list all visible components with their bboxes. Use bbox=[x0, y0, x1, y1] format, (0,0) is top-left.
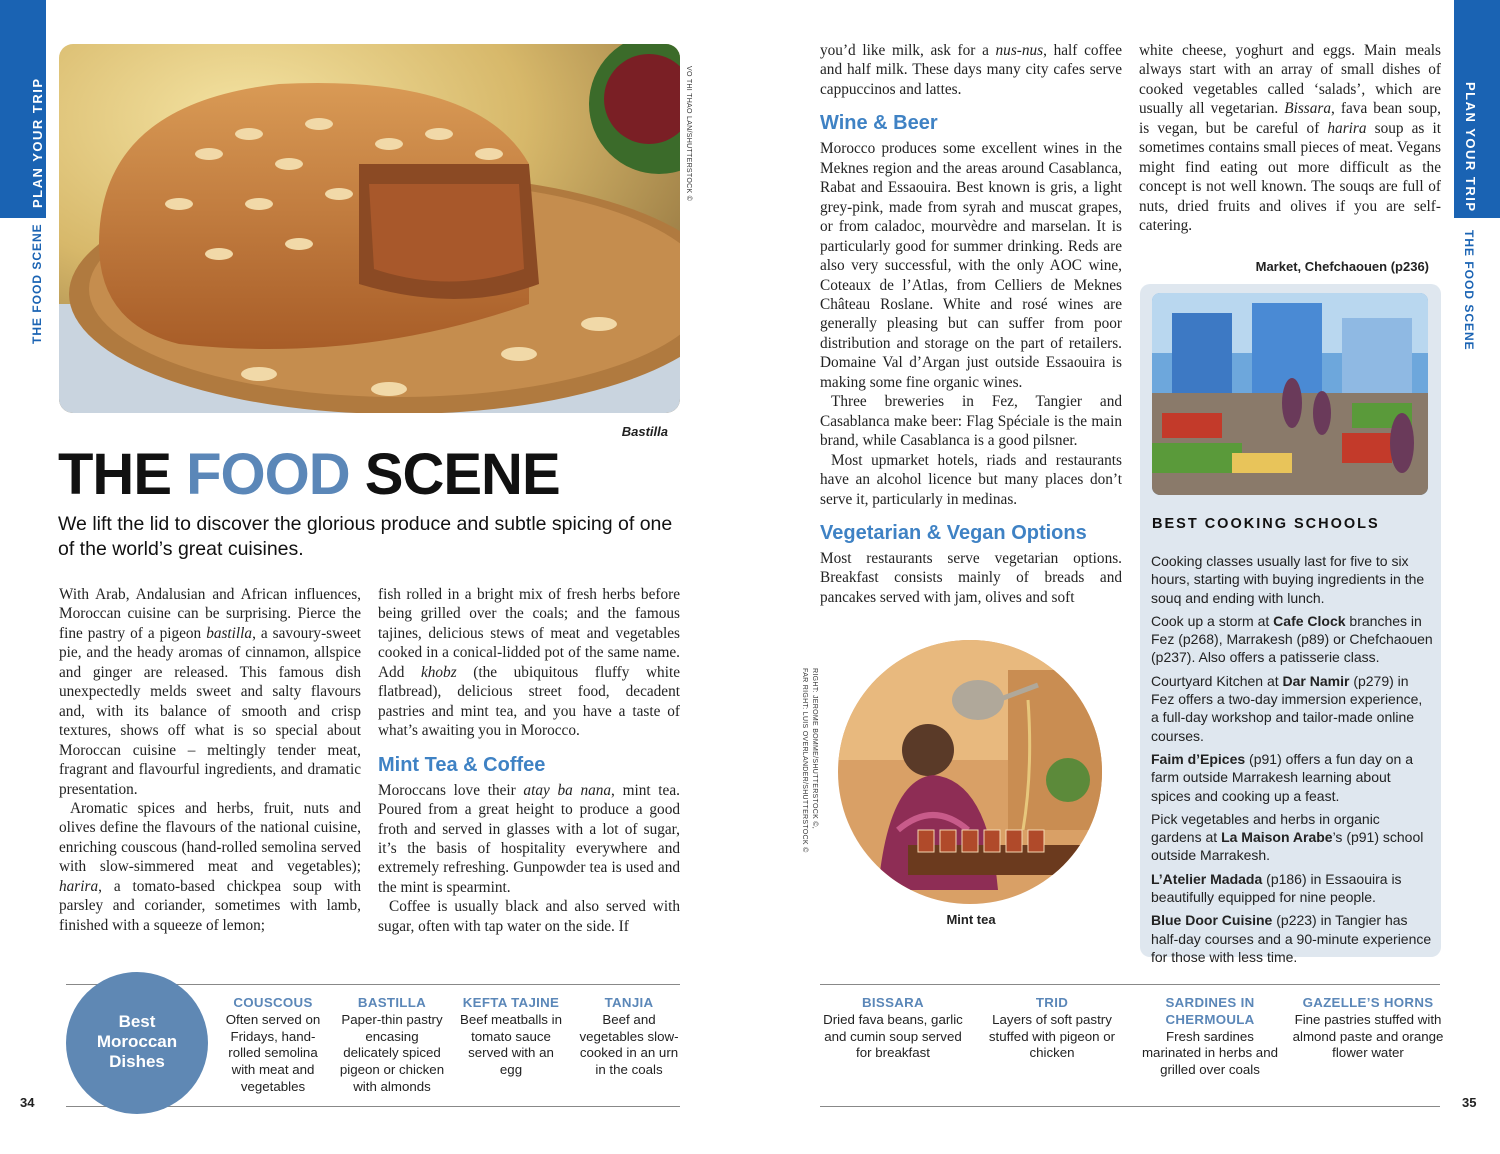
col4-p1-emphasis-2: harira bbox=[1327, 119, 1367, 137]
column-3 bbox=[820, 41, 1122, 607]
cooking-item-2-c: branches in Fez (p268), Marrakesh (p89) or Chefchaouen (p237). Also offers a patisserie class. bbox=[1151, 612, 1433, 666]
mint-tea-photo-credit-2: FAR RIGHT: LUIS OVERLANDER/SHUTTERSTOCK © bbox=[801, 668, 808, 853]
bastilla-illustration bbox=[59, 44, 680, 413]
cooking-item-3-name: Dar Namir bbox=[1282, 672, 1350, 689]
col4-paragraph-1 bbox=[1139, 41, 1441, 236]
cooking-schools-heading: BEST COOKING SCHOOLS bbox=[1152, 516, 1380, 532]
col2-p1-text-b: (the ubiquitous fluffy white flatbread), delicious street food, decadent pastries and mint tea, and you have a taste of what’s awaiting you in Morocco. bbox=[378, 663, 680, 740]
dish-description: Dried fava beans, garlic and cumin soup served for breakfast bbox=[823, 1011, 963, 1061]
col2-paragraph-2 bbox=[378, 781, 680, 898]
cooking-item-6-c: (p186) in Essaouira is beautifully equipped for nine people. bbox=[1151, 870, 1402, 906]
cooking-item-7-c: (p223) in Tangier has half-day courses and a 90-minute experience for those with less time. bbox=[1151, 912, 1432, 965]
heading-wine-beer: Wine & Beer bbox=[820, 112, 938, 135]
col3-p0-text-a: you’d like milk, ask for a bbox=[820, 42, 996, 59]
heading-vegetarian: Vegetarian & Vegan Options bbox=[820, 521, 1087, 544]
column-1 bbox=[59, 585, 361, 935]
col3-p0-emphasis: nus-nus bbox=[995, 42, 1044, 59]
col3-paragraph-3: Most upmarket hotels, riads and restaurants have an alcohol licence but many places don’t serve it, particularly in medinas. bbox=[820, 451, 1122, 508]
title-word-1: THE bbox=[58, 442, 171, 507]
dish-item bbox=[576, 995, 682, 1079]
col4-p1-text-b: , fava bean soup, is vegan, but be careful of bbox=[1139, 100, 1441, 137]
dish-item bbox=[1137, 995, 1283, 1079]
right-section-tab-label: PLAN YOUR TRIP bbox=[1463, 82, 1478, 213]
col2-p2-emphasis: atay ba nana bbox=[523, 781, 612, 799]
col1-p1-text-a: With Arab, Andalusian and African influences, Moroccan cuisine can be surprising. Pierce the fine pastry of a pigeon bbox=[59, 586, 361, 642]
market-caption: Market, Chefchaouen (p236) bbox=[1255, 259, 1429, 274]
cooking-item-5-c: ’s (p91) school outside Marrakesh. bbox=[1151, 829, 1424, 864]
cooking-item-6 bbox=[1151, 870, 1433, 907]
dish-name: SARDINES IN CHERMOULA bbox=[1165, 995, 1255, 1027]
cooking-item-2 bbox=[1151, 612, 1433, 667]
col4-p1-text-c: soup as it sometimes contains small pieces of meat. Vegans might find eating out more difficult as the concept is not well known. The souqs are full of nuts, dried fruits and olives if you are self-catering. bbox=[1139, 119, 1441, 235]
heading-mint-tea: Mint Tea & Coffee bbox=[378, 753, 546, 776]
col2-p2-text-b: , mint tea. Poured from a great height to produce a good froth and served in glasses with a lot of sugar, it’s the basis of hospitality everywhere and extremely refreshing. Gunpowder tea is used and the mint is spearmint. bbox=[378, 781, 680, 896]
cooking-item-3-c: (p279) in Fez offers a two-day immersion experience, a full-day workshop and tailor-made online courses. bbox=[1151, 672, 1423, 744]
col1-paragraph-1 bbox=[59, 585, 361, 799]
mint-tea-caption: Mint tea bbox=[946, 912, 996, 927]
col1-p2-text-b: , a tomato-based chickpea soup with parsley and coriander, sometimes with lamb, finished with a squeeze of lemon; bbox=[59, 877, 361, 934]
col1-p1-text-b: , a savoury-sweet pie, and the heady aromas of cinnamon, allspice and ginger are released. This famous dish unexpectedly melds sweet and salty flavours and, with its balance of smooth and crisp textures, shows off what is so special about Moroccan cuisine – meltingly tender meat, fragrant and flavourful ingredients, and dramatic presentation. bbox=[59, 624, 361, 798]
bastilla-caption: Bastilla bbox=[621, 424, 668, 439]
market-illustration bbox=[1152, 293, 1428, 495]
mint-tea-photo bbox=[838, 640, 1102, 904]
dish-description: Paper-thin pastry encasing delicately spiced pigeon or chicken with almonds bbox=[339, 1011, 445, 1094]
cooking-schools-list bbox=[1151, 552, 1433, 971]
col1-paragraph-2 bbox=[59, 799, 361, 935]
dish-description: Beef meatballs in tomato sauce served with an egg bbox=[460, 1011, 562, 1078]
cooking-item-7 bbox=[1151, 911, 1433, 966]
col1-p1-emphasis: bastilla bbox=[206, 624, 253, 642]
cooking-item-5 bbox=[1151, 810, 1433, 865]
title-word-3: SCENE bbox=[364, 442, 560, 507]
best-dishes-badge-label: Best Moroccan Dishes bbox=[96, 1012, 178, 1071]
cooking-schools-box bbox=[1140, 284, 1441, 965]
col1-p2-emphasis: harira bbox=[59, 877, 99, 895]
dish-item bbox=[822, 995, 964, 1062]
title-word-2: FOOD bbox=[186, 442, 350, 507]
dish-description: Layers of soft pastry stuffed with pigeon or chicken bbox=[988, 1011, 1116, 1061]
dish-name: TANJIA bbox=[604, 995, 654, 1010]
dish-description: Fresh sardines marinated in herbs and grilled over coals bbox=[1141, 1028, 1278, 1078]
col3-paragraph-0 bbox=[820, 41, 1122, 99]
cooking-item-3-a: Courtyard Kitchen at bbox=[1151, 672, 1283, 689]
mint-tea-illustration bbox=[838, 640, 1102, 904]
page-title bbox=[58, 442, 560, 508]
cooking-item-5-name: La Maison Arabe bbox=[1221, 829, 1333, 846]
column-4 bbox=[1139, 41, 1441, 236]
right-chapter-label: THE FOOD SCENE bbox=[1462, 230, 1476, 351]
bastilla-photo-credit: VO THI THAO LAN/SHUTTERSTOCK © bbox=[685, 66, 692, 202]
dish-item bbox=[220, 995, 326, 1096]
cooking-item-7-name: Blue Door Cuisine bbox=[1151, 912, 1273, 929]
cooking-item-4 bbox=[1151, 750, 1433, 805]
cooking-item-2-a: Cook up a storm at bbox=[1151, 612, 1274, 629]
bastilla-photo bbox=[59, 44, 680, 413]
dishes-top-rule-right bbox=[820, 984, 1440, 985]
column-2 bbox=[378, 585, 680, 936]
cooking-item-4-c: (p91) offers a fun day on a farm outside Marrakesh learning about spices and cooking up a feast. bbox=[1151, 750, 1414, 804]
dishes-bottom-rule-right bbox=[820, 1106, 1440, 1107]
col4-p1-text-a: white cheese, yoghurt and eggs. Main meals always start with an array of small dishes of cooked vegetables called ‘salads’, which are usually all vegetarian. bbox=[1139, 42, 1441, 118]
mint-tea-photo-credit-1: RIGHT: JEROME BOMME/SHUTTERSTOCK ©, bbox=[811, 668, 818, 829]
col2-p1-text-a: fish rolled in a bright mix of fresh herbs before being grilled over the coals; and the famous tajines, delicious stews of meat and vegetables cooked in a conical-lidded pot of the same name. Add bbox=[378, 586, 680, 681]
col3-p0-text-b: , half coffee and half milk. These days many city cafes serve cappuccinos and lattes. bbox=[820, 42, 1122, 98]
dish-item bbox=[981, 995, 1123, 1062]
dish-item bbox=[458, 995, 564, 1079]
cooking-item-3 bbox=[1151, 672, 1433, 745]
cooking-item-1: Cooking classes usually last for five to six hours, starting with buying ingredients in the souq and ending with lunch. bbox=[1151, 553, 1425, 606]
col2-p1-emphasis: khobz bbox=[420, 663, 457, 681]
left-chapter-label: THE FOOD SCENE bbox=[30, 223, 44, 344]
cooking-item-6-name: L’Atelier Madada bbox=[1151, 870, 1263, 887]
dish-item bbox=[1292, 995, 1444, 1062]
page-number-left: 34 bbox=[20, 1095, 35, 1110]
dish-name: TRID bbox=[1035, 995, 1069, 1010]
col1-p2-text-a: Aromatic spices and herbs, fruit, nuts and olives define the flavours of the national cuisine, enriching couscous (hand-rolled semolina served with slow-simmered meat and vegetables); bbox=[59, 799, 361, 876]
cooking-item-2-name: Cafe Clock bbox=[1273, 612, 1346, 629]
dish-item bbox=[339, 995, 445, 1096]
col2-paragraph-3: Coffee is usually black and also served with sugar, often with tap water on the side. If bbox=[378, 898, 680, 935]
col4-p1-emphasis-1: Bissara bbox=[1284, 100, 1331, 118]
dish-name: COUSCOUS bbox=[233, 995, 313, 1010]
market-photo bbox=[1152, 293, 1428, 495]
intro-text: We lift the lid to discover the glorious produce and subtle spicing of one of the world’s great cuisines. bbox=[58, 513, 673, 560]
dish-name: BISSARA bbox=[862, 995, 924, 1010]
page-number-right: 35 bbox=[1462, 1095, 1477, 1110]
dish-description: Often served on Fridays, hand-rolled semolina with meat and vegetables bbox=[225, 1011, 321, 1094]
dish-name: BASTILLA bbox=[357, 995, 427, 1010]
col2-p2-text-a: Moroccans love their bbox=[378, 781, 524, 799]
col3-paragraph-2: Three breweries in Fez, Tangier and Casablanca make beer: Flag Spéciale is the main brand, while Casablanca is a good pilsner. bbox=[820, 393, 1122, 450]
cooking-item-5-a: Pick vegetables and herbs in organic gardens at bbox=[1151, 810, 1380, 846]
dish-description: Fine pastries stuffed with almond paste and orange flower water bbox=[1292, 1011, 1444, 1061]
dish-description: Beef and vegetables slow-cooked in an urn in the coals bbox=[579, 1011, 679, 1078]
col3-paragraph-1: Morocco produces some excellent wines in the Meknes region and the areas around Casablanca, Rabat and Essaouira. Best known is gris, a light grey-pink, made from syrah and muscat grapes, or from caladoc, mourvèdre and marselan. It is particularly good for summer drinking. Reds are also very successful, with the only AOC wine, Coteaux de l’Atlas, from Celliers de Meknes Château Roslane. White and rosé wines are generally pleasing but can suffer from poor distribution and storage on the part of retailers. Domaine Val d’Argan just outside Essaouira is making some fine organic wines. bbox=[820, 140, 1122, 391]
col2-paragraph-1 bbox=[378, 585, 680, 741]
dish-name: KEFTA TAJINE bbox=[462, 995, 560, 1010]
left-section-tab-label: PLAN YOUR TRIP bbox=[30, 77, 45, 208]
cooking-item-4-name: Faim d’Epices bbox=[1151, 750, 1246, 767]
dish-name: GAZELLE’S HORNS bbox=[1302, 995, 1434, 1010]
col3-paragraph-4: Most restaurants serve vegetarian options. Breakfast consists mainly of breads and pancakes served with jam, olives and soft bbox=[820, 549, 1122, 606]
